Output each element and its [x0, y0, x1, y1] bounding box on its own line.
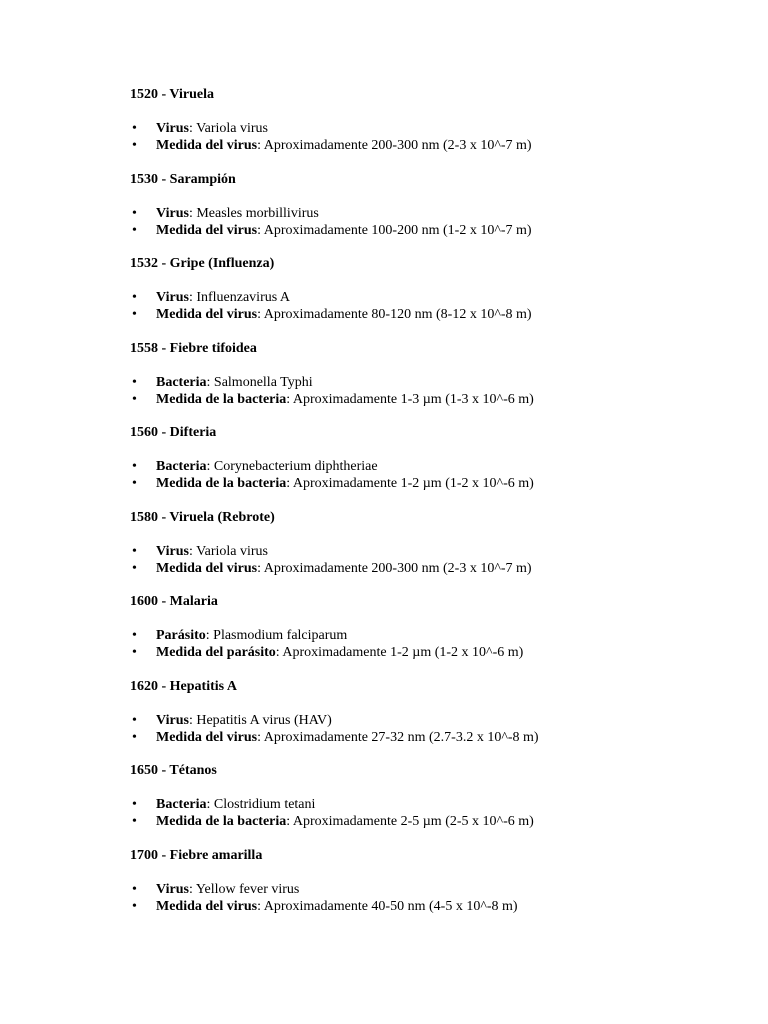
item-label: Medida del virus	[156, 138, 258, 153]
item-label: Medida del virus	[156, 560, 258, 576]
bullet-icon: •	[132, 729, 137, 745]
item-separator: :	[188, 205, 197, 221]
disease-section	[130, 425, 750, 510]
item-label: Medida del virus	[156, 307, 258, 322]
section-heading: 1650 - Tétanos	[130, 763, 217, 778]
list-item	[130, 796, 534, 813]
list-item	[130, 898, 518, 915]
bullet-list	[130, 796, 534, 830]
bullet-icon: •	[132, 138, 137, 153]
bullet-list	[130, 543, 532, 577]
bullet-icon: •	[132, 121, 137, 136]
list-item	[130, 306, 532, 323]
item-label: Virus	[156, 543, 189, 559]
disease-section	[130, 172, 750, 257]
item-separator: :	[286, 814, 293, 829]
section-heading: 1700 - Fiebre amarilla	[130, 847, 263, 863]
item-separator: :	[257, 898, 264, 914]
item-separator: :	[257, 560, 264, 576]
item-separator: :	[286, 391, 293, 407]
list-item	[130, 729, 539, 746]
bullet-icon: •	[132, 290, 137, 305]
bullet-icon: •	[132, 628, 137, 643]
bullet-icon: •	[132, 543, 137, 559]
item-label: Parásito	[156, 628, 206, 643]
bullet-list	[130, 458, 534, 492]
list-item	[130, 205, 532, 222]
item-separator: :	[206, 459, 214, 474]
item-value: Corynebacterium diphtheriae	[213, 459, 378, 474]
bullet-list	[130, 627, 523, 661]
item-separator: :	[286, 476, 293, 491]
list-item	[130, 137, 532, 154]
item-label: Medida de la bacteria	[156, 476, 287, 491]
item-value: Aproximadamente 200-300 nm (2-3 x 10^-7 m)	[263, 138, 532, 153]
disease-section	[130, 510, 750, 595]
item-label: Bacteria	[156, 459, 207, 474]
bullet-list	[130, 120, 532, 154]
item-separator: :	[188, 543, 197, 559]
item-value: Aproximadamente 100-200 nm (1-2 x 10^-7 m)	[263, 222, 532, 238]
list-item	[130, 475, 534, 492]
section-heading: 1532 - Gripe (Influenza)	[130, 256, 275, 271]
disease-section	[130, 763, 750, 848]
list-item	[130, 222, 532, 239]
item-separator: :	[257, 138, 264, 153]
item-separator: :	[206, 374, 214, 390]
item-value: Aproximadamente 27-32 nm (2.7-3.2 x 10^-8 m)	[263, 729, 539, 745]
item-separator: :	[188, 121, 197, 136]
item-value: Aproximadamente 1-3 µm (1-3 x 10^-6 m)	[292, 391, 534, 407]
list-item	[130, 712, 539, 729]
item-separator: :	[188, 712, 197, 728]
item-value: Aproximadamente 80-120 nm (8-12 x 10^-8 m)	[263, 307, 532, 322]
item-separator: :	[257, 222, 264, 238]
list-item	[130, 120, 532, 137]
list-item	[130, 627, 523, 644]
list-item	[130, 560, 532, 577]
bullet-list	[130, 205, 532, 239]
bullet-list	[130, 881, 518, 915]
bullet-list	[130, 374, 534, 408]
section-heading: 1620 - Hepatitis A	[130, 678, 237, 694]
item-value: Plasmodium falciparum	[213, 628, 348, 643]
item-label: Virus	[156, 121, 189, 136]
disease-section	[130, 256, 750, 341]
section-heading: 1600 - Malaria	[130, 594, 218, 609]
bullet-icon: •	[132, 645, 137, 660]
item-value: Aproximadamente 1-2 µm (1-2 x 10^-6 m)	[282, 645, 524, 660]
item-value: Influenzavirus A	[196, 290, 291, 305]
item-label: Medida del virus	[156, 898, 258, 914]
item-value: Hepatitis A virus (HAV)	[196, 712, 332, 728]
disease-section	[130, 679, 750, 764]
bullet-icon: •	[132, 374, 137, 390]
item-separator: :	[275, 645, 283, 660]
list-item	[130, 644, 523, 661]
disease-section	[130, 848, 750, 933]
list-item	[130, 289, 532, 306]
bullet-icon: •	[132, 898, 137, 914]
bullet-icon: •	[132, 459, 137, 474]
bullet-icon: •	[132, 712, 137, 728]
item-label: Medida del parásito	[156, 645, 276, 660]
bullet-list	[130, 289, 532, 323]
item-value: Aproximadamente 2-5 µm (2-5 x 10^-6 m)	[292, 814, 534, 829]
list-item	[130, 391, 534, 408]
item-label: Bacteria	[156, 374, 207, 390]
item-label: Virus	[156, 881, 189, 897]
item-separator: :	[257, 307, 264, 322]
bullet-icon: •	[132, 307, 137, 322]
list-item	[130, 813, 534, 830]
item-value: Salmonella Typhi	[213, 374, 313, 390]
item-value: Clostridium tetani	[213, 797, 316, 812]
section-heading: 1530 - Sarampión	[130, 171, 236, 187]
item-value: Variola virus	[196, 543, 269, 559]
item-value: Aproximadamente 40-50 nm (4-5 x 10^-8 m)	[263, 898, 518, 914]
bullet-icon: •	[132, 560, 137, 576]
bullet-icon: •	[132, 881, 137, 897]
list-item	[130, 374, 534, 391]
item-value: Measles morbillivirus	[196, 205, 319, 221]
section-list	[130, 87, 750, 932]
bullet-icon: •	[132, 205, 137, 221]
bullet-list	[130, 712, 539, 746]
bullet-icon: •	[132, 391, 137, 407]
section-heading: 1558 - Fiebre tifoidea	[130, 340, 257, 356]
item-separator: :	[205, 628, 214, 643]
item-separator: :	[188, 881, 196, 897]
bullet-icon: •	[132, 476, 137, 491]
section-heading: 1580 - Viruela (Rebrote)	[130, 509, 275, 525]
list-item	[130, 543, 532, 560]
item-label: Medida de la bacteria	[156, 391, 287, 407]
item-separator: :	[206, 797, 214, 812]
item-label: Medida del virus	[156, 729, 258, 745]
item-separator: :	[188, 290, 197, 305]
section-heading: 1560 - Difteria	[130, 425, 217, 440]
item-label: Medida de la bacteria	[156, 814, 287, 829]
disease-section	[130, 341, 750, 426]
item-separator: :	[257, 729, 264, 745]
bullet-icon: •	[132, 222, 137, 238]
item-label: Medida del virus	[156, 222, 258, 238]
section-heading: 1520 - Viruela	[130, 87, 214, 102]
item-label: Bacteria	[156, 797, 207, 812]
list-item	[130, 458, 534, 475]
item-label: Virus	[156, 205, 189, 221]
bullet-icon: •	[132, 814, 137, 829]
disease-section	[130, 87, 750, 172]
disease-section	[130, 594, 750, 679]
item-value: Aproximadamente 1-2 µm (1-2 x 10^-6 m)	[292, 476, 534, 491]
item-value: Variola virus	[196, 121, 269, 136]
item-label: Virus	[156, 712, 189, 728]
item-value: Yellow fever virus	[195, 881, 300, 897]
item-label: Virus	[156, 290, 189, 305]
bullet-icon: •	[132, 797, 137, 812]
item-value: Aproximadamente 200-300 nm (2-3 x 10^-7 m)	[263, 560, 532, 576]
list-item	[130, 881, 518, 898]
